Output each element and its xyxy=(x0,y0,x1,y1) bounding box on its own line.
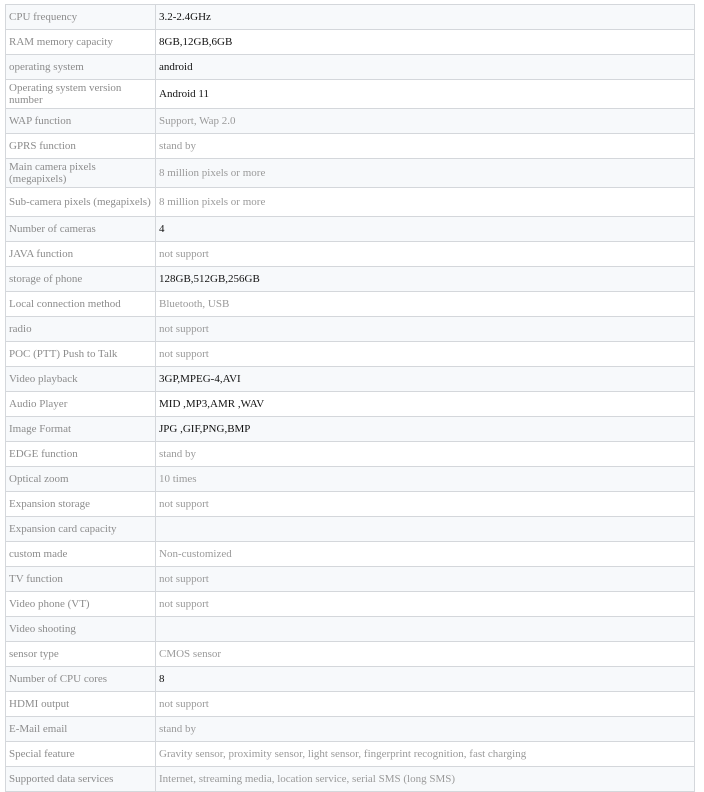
spec-label: TV function xyxy=(6,567,156,592)
spec-label: Optical zoom xyxy=(6,467,156,492)
spec-label: operating system xyxy=(6,55,156,80)
spec-value: Android 11 xyxy=(156,80,695,109)
spec-label: Number of CPU cores xyxy=(6,667,156,692)
spec-row xyxy=(6,492,695,517)
spec-value: not support xyxy=(156,567,695,592)
spec-row xyxy=(6,417,695,442)
spec-value: not support xyxy=(156,592,695,617)
spec-value: not support xyxy=(156,242,695,267)
spec-value xyxy=(156,517,695,542)
spec-row xyxy=(6,317,695,342)
spec-value: not support xyxy=(156,492,695,517)
spec-value: 128GB,512GB,256GB xyxy=(156,267,695,292)
spec-value: stand by xyxy=(156,134,695,159)
spec-value: 3GP,MPEG-4,AVI xyxy=(156,367,695,392)
spec-value: 8GB,12GB,6GB xyxy=(156,30,695,55)
spec-value: Non-customized xyxy=(156,542,695,567)
spec-label: custom made xyxy=(6,542,156,567)
spec-label: POC (PTT) Push to Talk xyxy=(6,342,156,367)
spec-label: Operating system version number xyxy=(6,80,156,109)
spec-row xyxy=(6,109,695,134)
spec-label: sensor type xyxy=(6,642,156,667)
spec-row xyxy=(6,80,695,109)
spec-label: RAM memory capacity xyxy=(6,30,156,55)
spec-row xyxy=(6,342,695,367)
spec-row xyxy=(6,642,695,667)
spec-value: Bluetooth, USB xyxy=(156,292,695,317)
spec-row xyxy=(6,467,695,492)
spec-value: Internet, streaming media, location service, serial SMS (long SMS) xyxy=(156,767,695,792)
spec-label: Audio Player xyxy=(6,392,156,417)
spec-label: Local connection method xyxy=(6,292,156,317)
spec-label: EDGE function xyxy=(6,442,156,467)
spec-value xyxy=(156,617,695,642)
spec-row xyxy=(6,567,695,592)
spec-value: 10 times xyxy=(156,467,695,492)
spec-label: Video playback xyxy=(6,367,156,392)
spec-row xyxy=(6,188,695,217)
spec-label: GPRS function xyxy=(6,134,156,159)
spec-label: Video phone (VT) xyxy=(6,592,156,617)
spec-label: JAVA function xyxy=(6,242,156,267)
spec-label: Special feature xyxy=(6,742,156,767)
spec-row xyxy=(6,242,695,267)
spec-value: not support xyxy=(156,692,695,717)
spec-value: 8 million pixels or more xyxy=(156,159,695,188)
spec-row xyxy=(6,292,695,317)
spec-row xyxy=(6,742,695,767)
spec-label: radio xyxy=(6,317,156,342)
spec-row xyxy=(6,267,695,292)
spec-value: not support xyxy=(156,317,695,342)
spec-label: storage of phone xyxy=(6,267,156,292)
spec-label: Number of cameras xyxy=(6,217,156,242)
spec-row xyxy=(6,517,695,542)
spec-value: JPG ,GIF,PNG,BMP xyxy=(156,417,695,442)
spec-value: MID ,MP3,AMR ,WAV xyxy=(156,392,695,417)
spec-label: HDMI output xyxy=(6,692,156,717)
spec-label: Expansion card capacity xyxy=(6,517,156,542)
spec-table xyxy=(5,4,695,792)
spec-row xyxy=(6,30,695,55)
spec-value: 8 million pixels or more xyxy=(156,188,695,217)
spec-row xyxy=(6,592,695,617)
spec-label: E-Mail email xyxy=(6,717,156,742)
spec-row xyxy=(6,392,695,417)
spec-value: android xyxy=(156,55,695,80)
spec-row xyxy=(6,55,695,80)
spec-value: 3.2-2.4GHz xyxy=(156,5,695,30)
spec-value: 8 xyxy=(156,667,695,692)
spec-row xyxy=(6,442,695,467)
spec-label: WAP function xyxy=(6,109,156,134)
spec-row xyxy=(6,717,695,742)
spec-row xyxy=(6,542,695,567)
spec-label: Sub-camera pixels (megapixels) xyxy=(6,188,156,217)
spec-value: Gravity sensor, proximity sensor, light sensor, fingerprint recognition, fast charging xyxy=(156,742,695,767)
spec-value: CMOS sensor xyxy=(156,642,695,667)
spec-label: Video shooting xyxy=(6,617,156,642)
spec-row xyxy=(6,617,695,642)
spec-label: Expansion storage xyxy=(6,492,156,517)
spec-value: stand by xyxy=(156,442,695,467)
spec-row xyxy=(6,667,695,692)
spec-label: Supported data services xyxy=(6,767,156,792)
spec-row xyxy=(6,367,695,392)
spec-row xyxy=(6,5,695,30)
spec-row xyxy=(6,767,695,792)
spec-value: not support xyxy=(156,342,695,367)
spec-row xyxy=(6,159,695,188)
spec-value: Support, Wap 2.0 xyxy=(156,109,695,134)
spec-label: CPU frequency xyxy=(6,5,156,30)
spec-value: 4 xyxy=(156,217,695,242)
spec-label: Main camera pixels (megapixels) xyxy=(6,159,156,188)
spec-row xyxy=(6,217,695,242)
spec-row xyxy=(6,692,695,717)
spec-value: stand by xyxy=(156,717,695,742)
spec-label: Image Format xyxy=(6,417,156,442)
spec-row xyxy=(6,134,695,159)
